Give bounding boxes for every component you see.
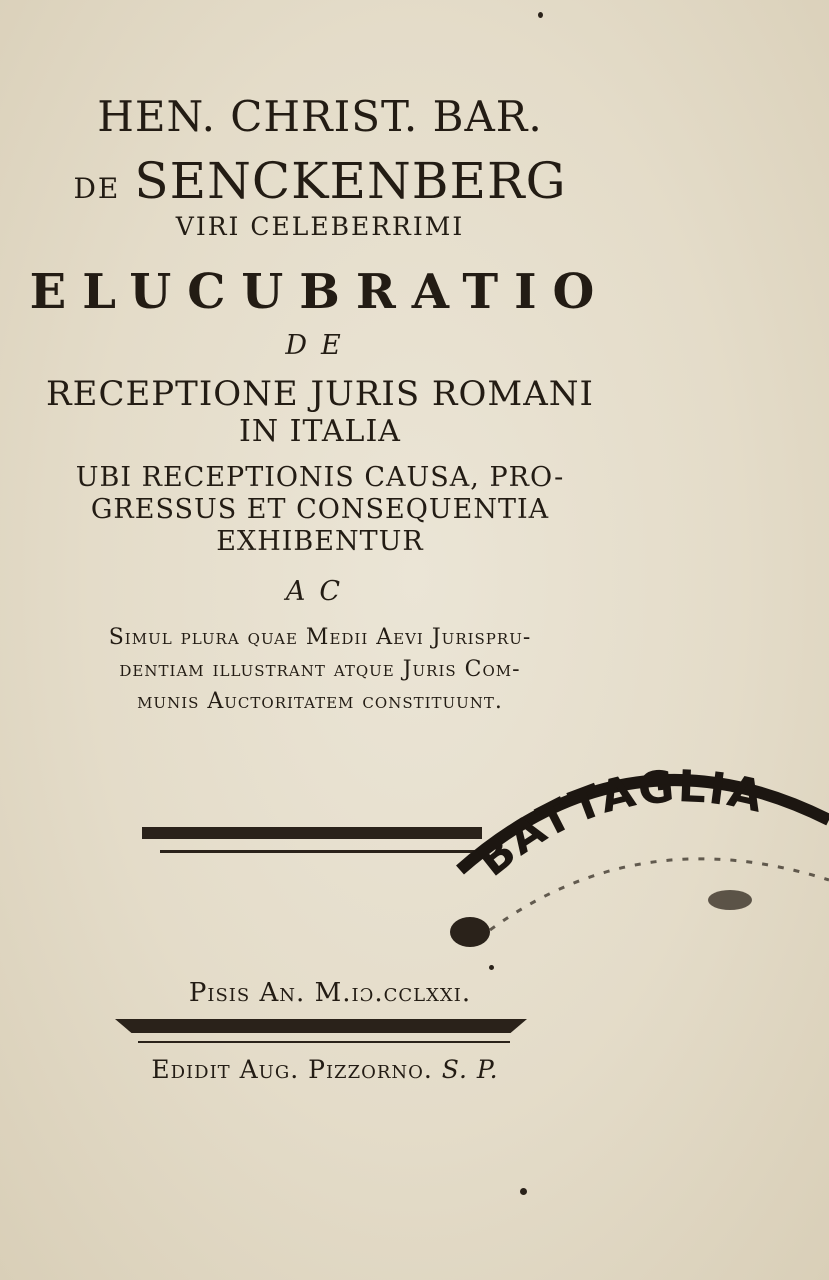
- imprint-place-date: Pisis An. M.ıɔ.cclxxi.: [188, 978, 472, 1008]
- editor-name: Edidit Aug. Pizzorno.: [151, 1055, 433, 1084]
- preposition: DE: [285, 330, 355, 361]
- description-line-1: Simul plura quae Medii Aevi Jurispru-: [108, 625, 532, 650]
- ornamental-rule-lower-thin: [138, 1041, 510, 1043]
- subtitle-line-2: GRESSUS ET CONSEQUENTIA: [90, 494, 550, 525]
- ornamental-rule-lower: [115, 1019, 527, 1033]
- subtitle-line-3: EXHIBENTUR: [216, 526, 424, 557]
- editor-suffix: S. P.: [441, 1055, 499, 1084]
- editor-line: [0, 1055, 650, 1084]
- author-particle: DE: [73, 172, 121, 205]
- conjunction: AC: [285, 576, 355, 607]
- author-surname: SENCKENBERG: [134, 152, 567, 210]
- author-line: HEN. CHRIST. BAR.: [97, 92, 543, 141]
- paper-speck: [489, 965, 494, 970]
- work-title: ELUCUBRATIO: [29, 264, 611, 320]
- ink-blot: [450, 917, 490, 947]
- ink-smudge: [708, 890, 752, 910]
- subject-line-2: IN ITALIA: [239, 414, 401, 449]
- stamp-text: BATTAGLIA: [467, 761, 770, 887]
- author-name: [0, 152, 640, 210]
- epithet: VIRI CELEBERRIMI: [175, 212, 465, 241]
- subject-line-1: RECEPTIONE JURIS ROMANI: [46, 374, 594, 414]
- paper-speck: [520, 1188, 527, 1195]
- library-stamp: [430, 760, 829, 960]
- description-line-2: dentiam illustrant atque Juris Com-: [119, 657, 521, 682]
- subtitle-line-1: UBI RECEPTIONIS CAUSA, PRO-: [75, 462, 565, 493]
- description-line-3: munis Auctoritatem constituunt.: [137, 689, 503, 714]
- paper-speck: [538, 12, 543, 18]
